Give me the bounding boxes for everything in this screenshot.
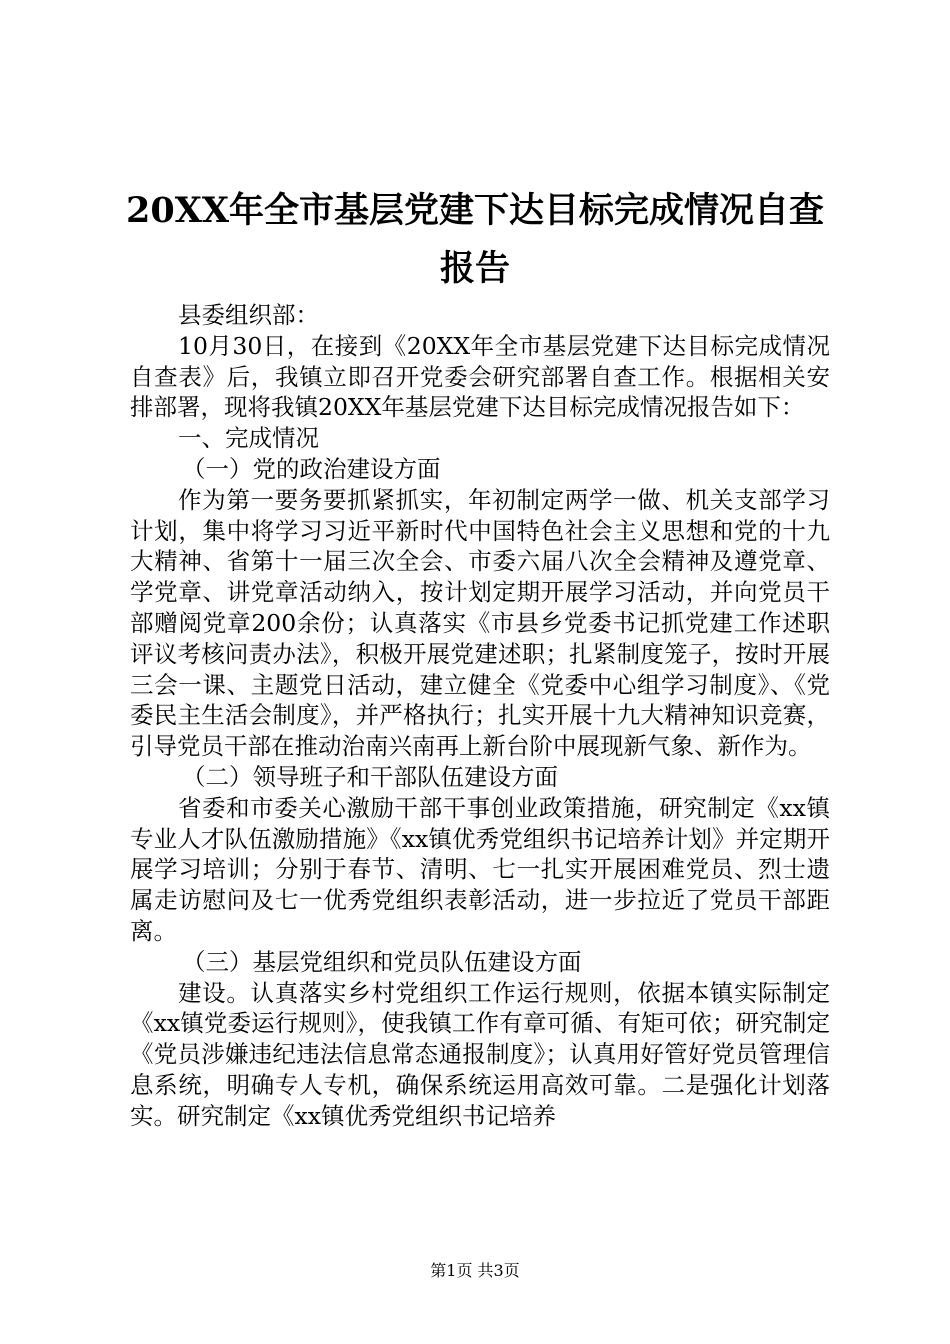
paragraph-political: 作为第一要务要抓紧抓实，年初制定两学一做、机关支部学习计划，集中将学习习近平新时代中国特色社会主义思想和党的十九大精神、省第十一届三次全会、市委六届八次全会精神及遵党章、学党章、讲党章活动纳入，按计划定期开展学习活动，并向党员干部赠阅党章200余份；认真落实《市县乡党委书记抓党建工作述职评议考核问责办法》，积极开展党建述职；扎紧制度笼子，按时开展三会一课、主题党日活动，建立健全《党委中心组学习制度》、《党委民主生活会制度》，并严格执行；扎实开展十九大精神知识竞赛，引导党员干部在推动治南兴南再上新台阶中展现新气象、新作为。 — [130, 485, 830, 761]
document-body — [130, 300, 830, 1132]
intro-paragraph: 10月30日，在接到《20XX年全市基层党建下达目标完成情况自查表》后，我镇立即召开党委会研究部署自查工作。根据相关安排部署，现将我镇20XX年基层党建下达目标完成情况报告如下： — [130, 331, 830, 422]
paragraph-grassroots: 建设。认真落实乡村党组织工作运行规则，依据本镇实际制定《xx镇党委运行规则》，使我镇工作有章可循、有矩可依；研究制定《党员涉嫌违纪违法信息常态通报制度》；认真用好管好党员管理信息系统，明确专人专机，确保系统运用高效可靠。二是强化计划落实。研究制定《xx镇优秀党组织书记培养 — [130, 978, 830, 1130]
salutation: 县委组织部： — [178, 301, 319, 329]
paragraph-leadership: 省委和市委关心激励干部干事创业政策措施，研究制定《xx镇专业人才队伍激励措施》《xx镇优秀党组织书记培养计划》并定期开展学习培训；分别于春节、清明、七一扎实开展困难党员、烈士遗属走访慰问及七一优秀党组织表彰活动，进一步拉近了党员干部距离。 — [130, 793, 830, 945]
section-heading-completion: 一、完成情况 — [178, 424, 319, 453]
page-number-footer: 第1页 共3页 — [430, 1261, 520, 1280]
document-title-line-1: 20XX年全市基层党建下达目标完成情况自查 — [125, 190, 825, 231]
document-title-line-2: 报告 — [439, 248, 510, 289]
subsection-heading-political: （一）党的政治建设方面 — [182, 454, 441, 483]
subsection-heading-grassroots: （三）基层党组织和党员队伍建设方面 — [182, 947, 582, 976]
subsection-heading-leadership: （二）领导班子和干部队伍建设方面 — [182, 762, 558, 791]
